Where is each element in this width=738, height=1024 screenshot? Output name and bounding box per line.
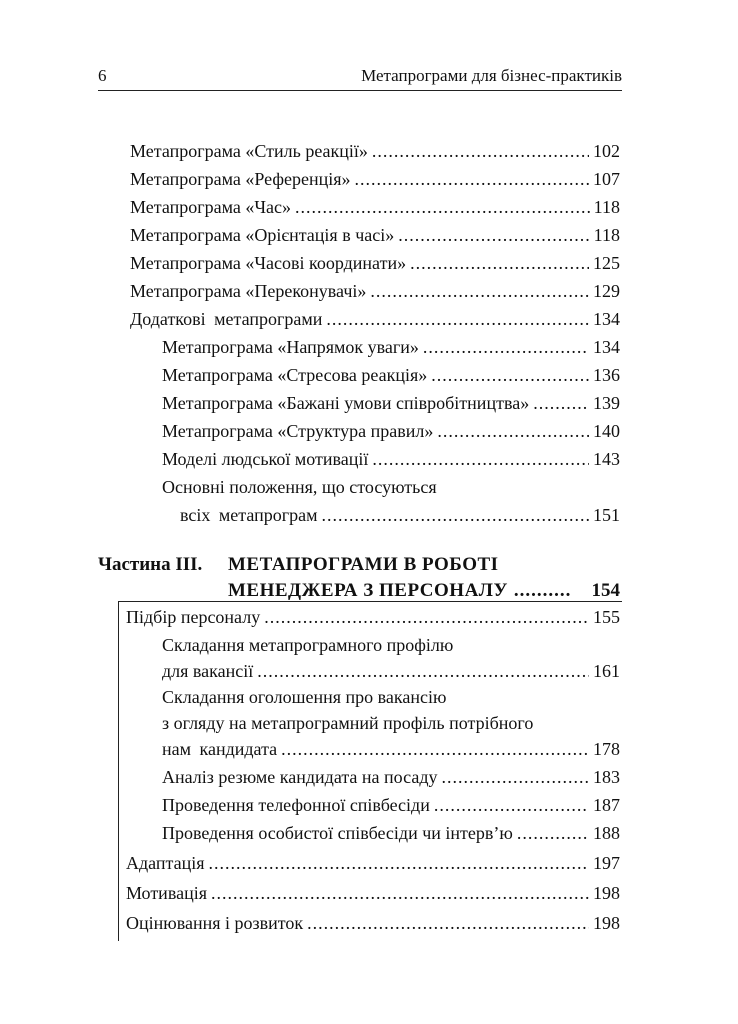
toc-entry-label: Метапрограма «Стиль реакції»	[130, 141, 368, 161]
part-label: Частина III.	[98, 554, 203, 575]
leader-dots	[423, 333, 589, 361]
leader-dots	[437, 417, 589, 445]
toc-entry-page: 155	[593, 607, 620, 627]
toc-entry[interactable]	[130, 221, 620, 249]
toc-entry-page: 143	[593, 449, 620, 469]
toc-entry[interactable]	[126, 909, 620, 937]
toc-subentry[interactable]	[162, 333, 620, 361]
toc-entry-page: 140	[593, 421, 620, 441]
toc-entry-page: 151	[593, 505, 620, 525]
toc-entry-label: для вакансії	[162, 661, 254, 681]
leader-dots	[441, 763, 589, 791]
leader-dots	[434, 791, 589, 819]
toc-entry-page: 134	[593, 309, 620, 329]
toc-entry-label: Моделі людської мотивації	[162, 449, 369, 469]
toc-entry-page: 178	[593, 739, 620, 759]
part-title-line1[interactable]: МЕТАПРОГРАМИ В РОБОТІ	[228, 554, 499, 575]
toc-entry-label: Метапрограма «Стресова реакція»	[162, 365, 428, 385]
leader-dots	[257, 657, 589, 685]
toc-subentry[interactable]	[162, 657, 620, 685]
toc-entry-page: 161	[593, 661, 620, 681]
toc-entry-page: 183	[593, 767, 620, 787]
toc-entry[interactable]	[126, 879, 620, 907]
toc-subentry[interactable]	[162, 763, 620, 791]
leader-dots	[281, 735, 589, 763]
toc-entry-page: 136	[593, 365, 620, 385]
toc-entry-label: Метапрограма «Орієнтація в часі»	[130, 225, 395, 245]
leader-dots	[431, 361, 589, 389]
leader-dots	[209, 849, 589, 877]
leader-dots	[533, 389, 589, 417]
toc-subentry[interactable]	[162, 791, 620, 819]
toc-subentry[interactable]	[162, 445, 620, 473]
toc-entry-label: Адаптація	[126, 853, 205, 873]
running-header	[98, 66, 622, 91]
toc-subentry[interactable]	[162, 819, 620, 847]
toc-entry-page: 154	[591, 580, 620, 601]
toc-entry-page: 107	[593, 169, 620, 189]
toc-entry-page: 134	[593, 337, 620, 357]
toc-entry-label: Метапрограма «Час»	[130, 197, 292, 217]
toc-entry[interactable]	[130, 249, 620, 277]
leader-dots	[322, 501, 590, 529]
toc-entry-label: Проведення особистої співбесіди чи інтерв’ю	[162, 823, 513, 843]
toc-entry-page: 118	[593, 197, 620, 217]
toc-subentry[interactable]	[162, 389, 620, 417]
toc-entry-page: 197	[593, 853, 620, 873]
toc-entry-label: нам кандидата	[162, 739, 278, 759]
toc-entry-label: Мотивація	[126, 883, 207, 903]
toc-entry-label: Метапрограма «Напрямок уваги»	[162, 337, 419, 357]
part-title-line2: МЕНЕДЖЕРА З ПЕРСОНАЛУ	[228, 580, 508, 601]
part-rule-vertical	[118, 601, 119, 941]
leader-dots	[372, 445, 589, 473]
toc-entry-page: 187	[593, 795, 620, 815]
page-number: 6	[98, 66, 107, 85]
toc-subentry[interactable]	[162, 735, 620, 763]
toc-entry[interactable]	[130, 277, 620, 305]
toc-entry[interactable]	[130, 193, 620, 221]
toc-entry-page: 198	[593, 913, 620, 933]
leader-dots	[307, 909, 589, 937]
leader-dots	[211, 879, 589, 907]
toc-entry-label: Проведення телефонної співбесіди	[162, 795, 430, 815]
toc-entry[interactable]	[130, 137, 620, 165]
toc-entry[interactable]	[130, 305, 620, 333]
toc-entry-label: Метапрограма «Структура правил»	[162, 421, 434, 441]
toc-entry-label: Метапрограма «Часові координати»	[130, 253, 407, 273]
toc-entry-label: Метапрограма «Бажані умови співробітництва»	[162, 393, 530, 413]
toc-subentry-line[interactable]: Складання оголошення про вакансію	[162, 687, 447, 707]
toc-subentry[interactable]	[162, 361, 620, 389]
toc-entry[interactable]	[130, 165, 620, 193]
toc-entry-label: Оцінювання і розвиток	[126, 913, 304, 933]
toc-entry-page: 188	[593, 823, 620, 843]
leader-dots	[398, 221, 589, 249]
toc-subentry-line[interactable]: Основні положення, що стосуються	[162, 477, 437, 497]
toc-entry-label: Метапрограма «Референція»	[130, 169, 351, 189]
toc-entry-label: Підбір персоналу	[126, 607, 261, 627]
toc-entry-page: 198	[593, 883, 620, 903]
toc-entry-page: 129	[593, 281, 620, 301]
leader-dots	[264, 603, 589, 631]
part-rule-horizontal	[118, 601, 622, 602]
toc-entry-label: всіх метапрограм	[180, 505, 318, 525]
leader-dots	[355, 165, 589, 193]
toc-entry[interactable]	[126, 849, 620, 877]
toc-entry-page: 125	[593, 253, 620, 273]
toc-subentry[interactable]	[180, 501, 620, 529]
toc-entry-page: 102	[593, 141, 620, 161]
leader-dots	[517, 819, 589, 847]
toc-entry-label: Додаткові метапрограми	[130, 309, 323, 329]
toc-entry-page: 118	[593, 225, 620, 245]
running-title: Метапрограми для бізнес-практиків	[361, 66, 622, 85]
leader-dots	[326, 305, 589, 333]
toc-entry[interactable]	[126, 603, 620, 631]
leader-dots	[372, 137, 589, 165]
leader-dots	[410, 249, 589, 277]
toc-subentry-line[interactable]: Складання метапрограмного профілю	[162, 635, 454, 655]
leader-dots	[295, 193, 590, 221]
toc-subentry-line[interactable]: з огляду на метапрограмний профіль потрібного	[162, 713, 534, 733]
toc-entry-label: Аналіз резюме кандидата на посаду	[162, 767, 438, 787]
toc-subentry[interactable]	[162, 417, 620, 445]
toc-entry-page: 139	[593, 393, 620, 413]
leader-dots	[370, 277, 589, 305]
toc-entry-label: Метапрограма «Переконувачі»	[130, 281, 367, 301]
